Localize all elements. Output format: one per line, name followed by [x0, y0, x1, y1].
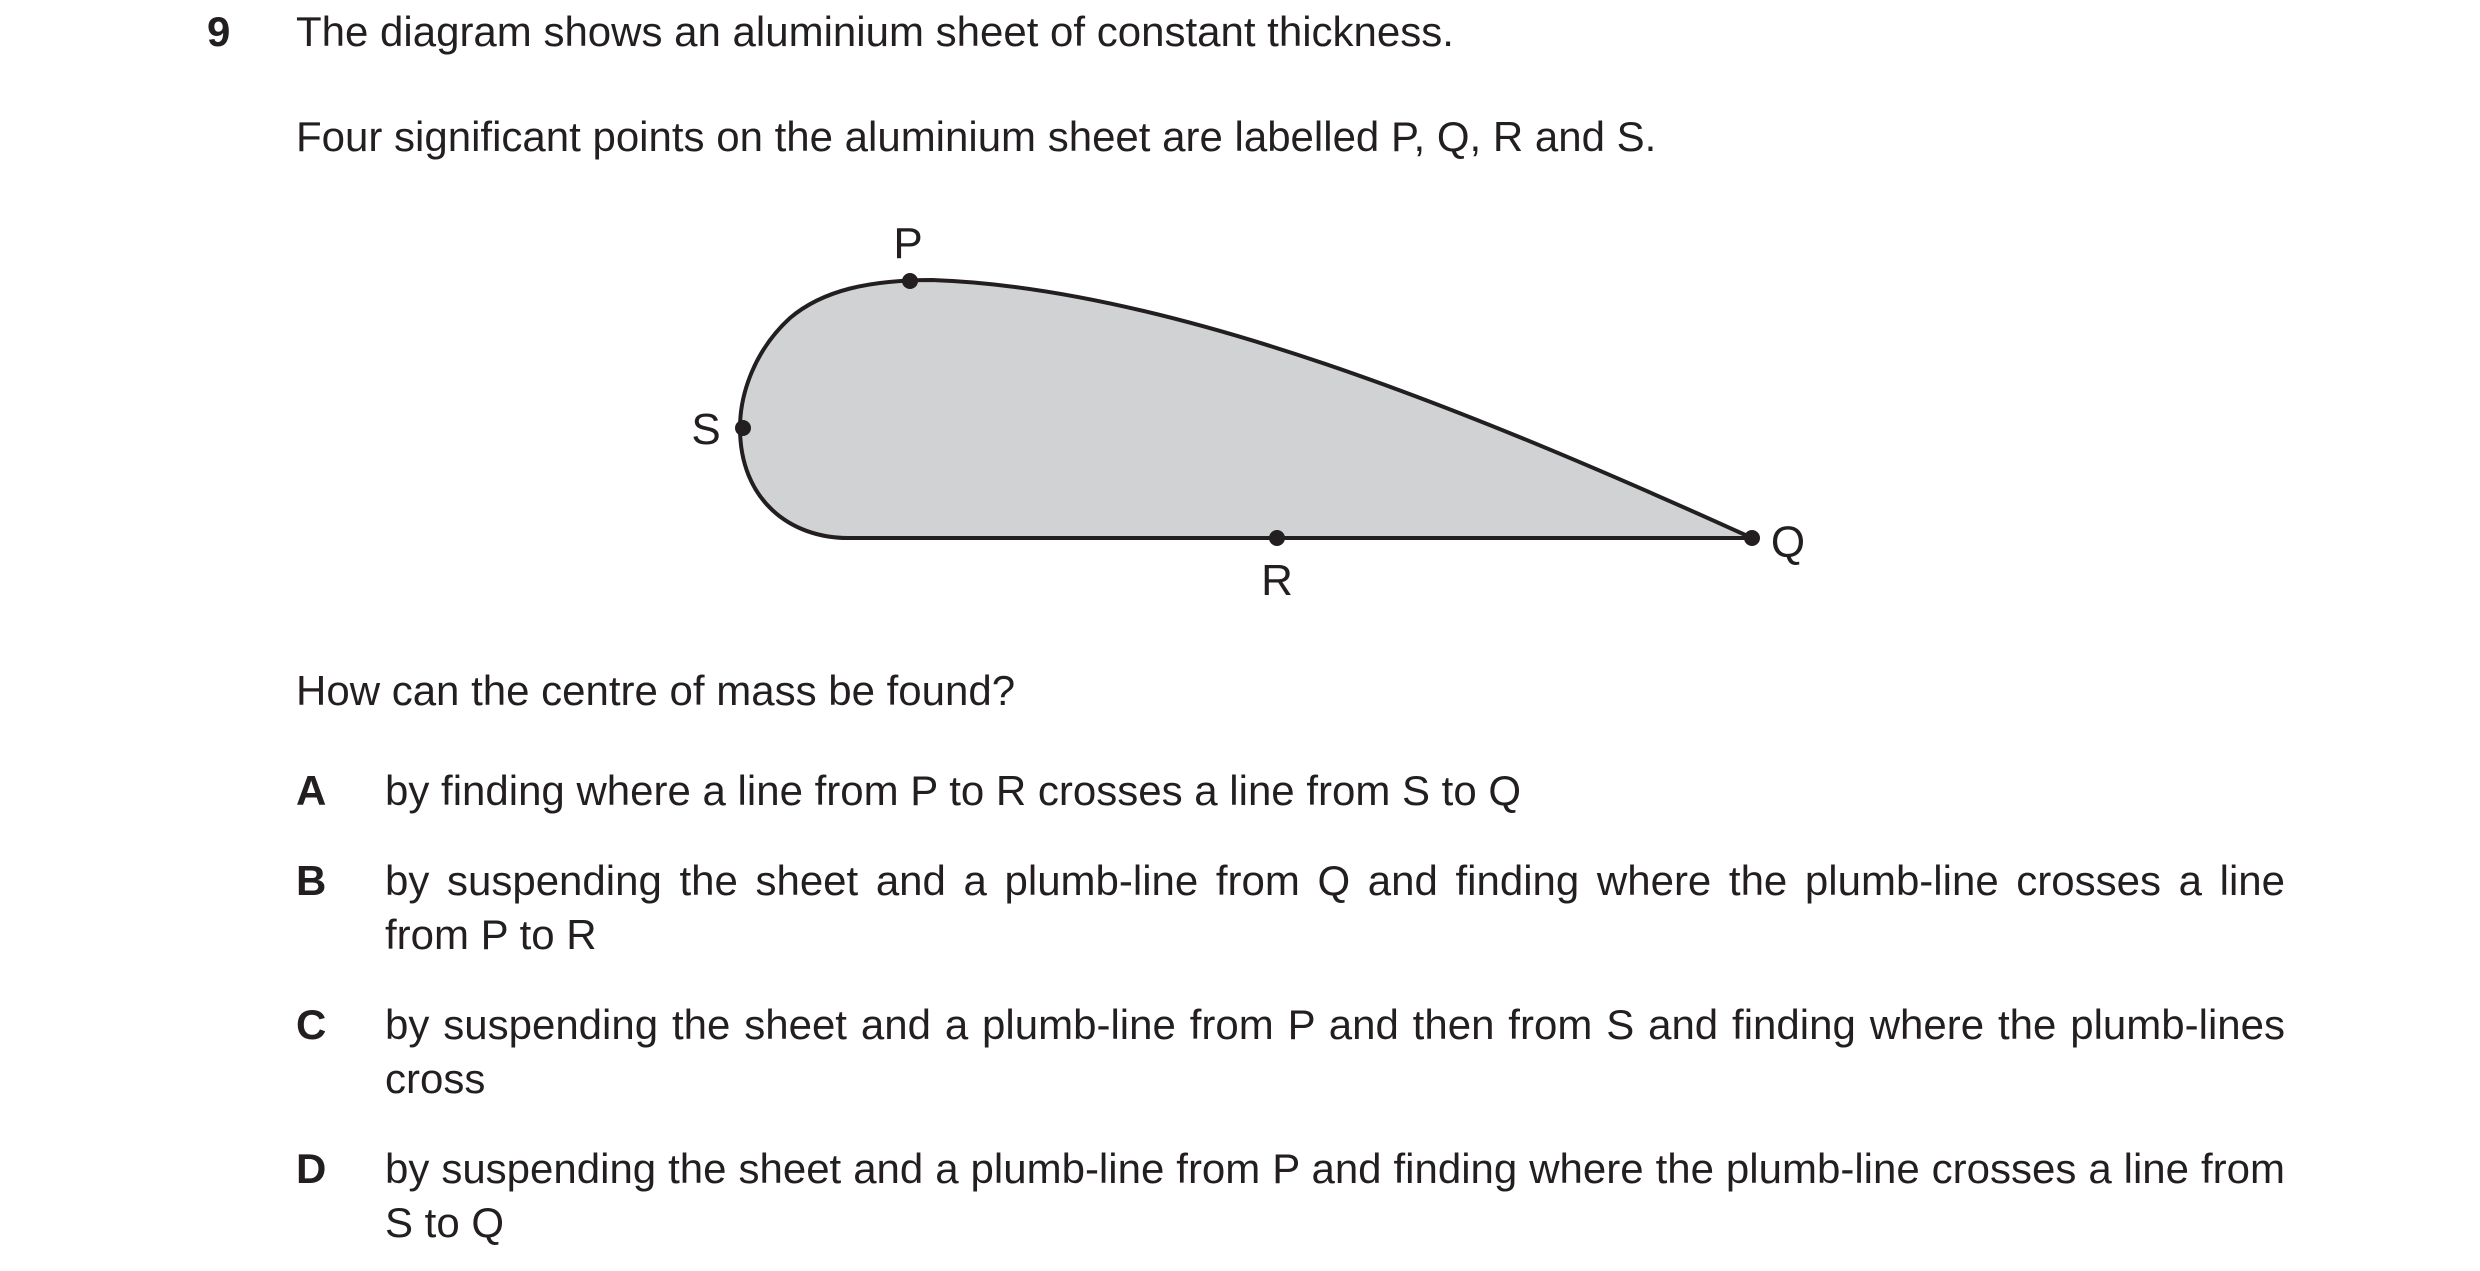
option-text: by suspending the sheet and a plumb-line from P and finding where the plumb-line crosses a line from S to Q [385, 1145, 2285, 1246]
point-s-marker [735, 420, 751, 436]
question-stem-line-2: Four significant points on the aluminium sheet are labelled P, Q, R and S. [296, 113, 1657, 160]
point-p-marker [902, 273, 918, 289]
question-stem-line-1: The diagram shows an aluminium sheet of constant thickness. [296, 8, 1454, 55]
option-letter: B [296, 857, 327, 904]
option-text: by finding where a line from P to R crosses a line from S to Q [385, 767, 1522, 814]
option-text: by suspending the sheet and a plumb-line from Q and finding where the plumb-line crosses a line from P to R [385, 857, 2285, 958]
point-r-marker [1269, 530, 1285, 546]
option-text: by suspending the sheet and a plumb-line from P and then from S and finding where the plumb-lines cross [385, 1001, 2285, 1102]
point-r-label: R [1261, 556, 1293, 605]
question-prompt: How can the centre of mass be found? [296, 667, 1016, 714]
question-number: 9 [207, 8, 231, 55]
point-q-label: Q [1770, 518, 1806, 567]
option-letter: A [296, 767, 327, 814]
point-q-marker [1744, 530, 1760, 546]
point-s-label: S [691, 405, 721, 454]
aluminium-sheet-shape [740, 280, 1752, 538]
point-p-label: P [893, 219, 923, 268]
option-letter: C [296, 1001, 327, 1048]
option-letter: D [296, 1145, 327, 1192]
